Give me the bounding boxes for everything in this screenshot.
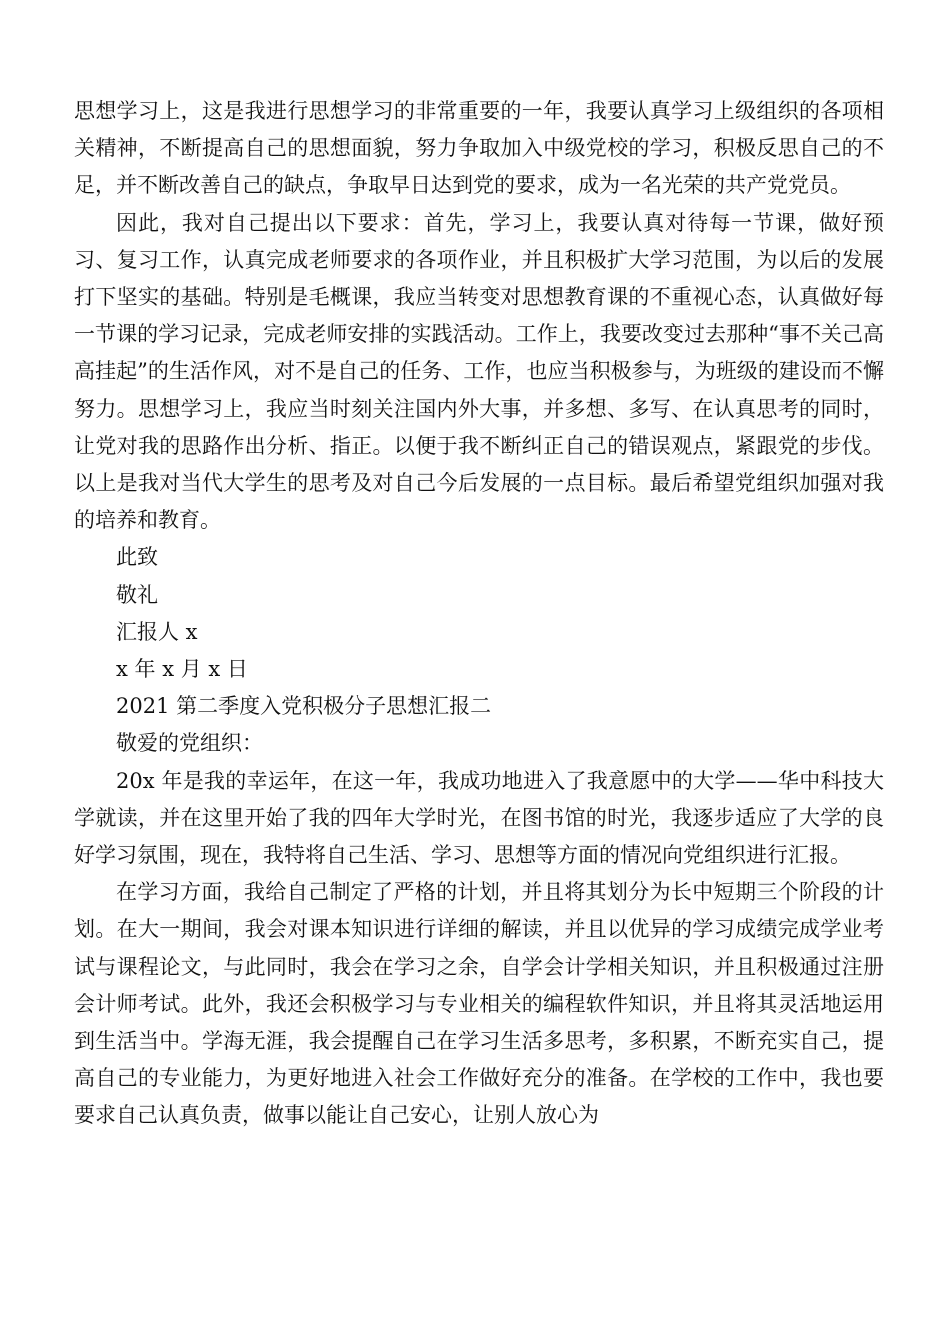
closing-salutation: 此致: [116, 545, 158, 570]
closing-respect: 敬礼: [116, 582, 158, 607]
reporter-signature: 汇报人 x: [116, 619, 198, 644]
paragraph-requirements: 因此，我对自己提出以下要求：首先，学习上，我要认真对待每一节课，做好预习、复习工作，认真完成老师要求的各项作业，并且积极扩大学习范围，为以后的发展打下坚实的基础。特别是毛概课，我应当转变对思想教育课的不重视心态，认真做好每一节课的学习记录，完成老师安排的实践活动。工作上，我要改变过去那种“事不关己高高挂起”的生活作风，对不是自己的任务、工作，也应当积极参与，为班级的建设而不懈努力。思想学习上，我应当时刻关注国内外大事，并多想、多写、在认真思考的同时，让党对我的思路作出分析、指正。以便于我不断纠正自己的错误观点，紧跟党的步伐。以上是我对当代大学生的思考及对自己今后发展的一点目标。最后希望党组织加强对我的培养和教育。: [74, 210, 884, 533]
report-date: x 年 x 月 x 日: [116, 657, 248, 682]
document-page: [74, 93, 884, 1135]
greeting: 敬爱的党组织：: [116, 731, 263, 756]
paragraph-intro: 20x 年是我的幸运年，在这一年，我成功地进入了我意愿中的大学——华中科技大学就读，并在这里开始了我的四年大学时光，在图书馆的时光，我逐步适应了大学的良好学习氛围，现在，我特将自己生活、学习、思想等方面的情况向党组织进行汇报。: [74, 768, 884, 868]
paragraph-study-plan: 在学习方面，我给自己制定了严格的计划，并且将其划分为长中短期三个阶段的计划。在大一期间，我会对课本知识进行详细的解读，并且以优异的学习成绩完成学业考试与课程论文，与此同时，我会在学习之余，自学会计学相关知识，并且积极通过注册会计师考试。此外，我还会积极学习与专业相关的编程软件知识，并且将其灵活地运用到生活当中。学海无涯，我会提醒自己在学习生活多思考，多积累，不断充实自己，提高自己的专业能力，为更好地进入社会工作做好充分的准备。在学校的工作中，我也要要求自己认真负责，做事以能让自己安心，让别人放心为: [74, 880, 884, 1128]
section-title: 2021 第二季度入党积极分子思想汇报二: [116, 694, 492, 719]
paragraph-continued: 思想学习上，这是我进行思想学习的非常重要的一年，我要认真学习上级组织的各项相关精神，不断提高自己的思想面貌，努力争取加入中级党校的学习，积极反思自己的不足，并不断改善自己的缺点，争取早日达到党的要求，成为一名光荣的共产党党员。: [74, 99, 884, 198]
